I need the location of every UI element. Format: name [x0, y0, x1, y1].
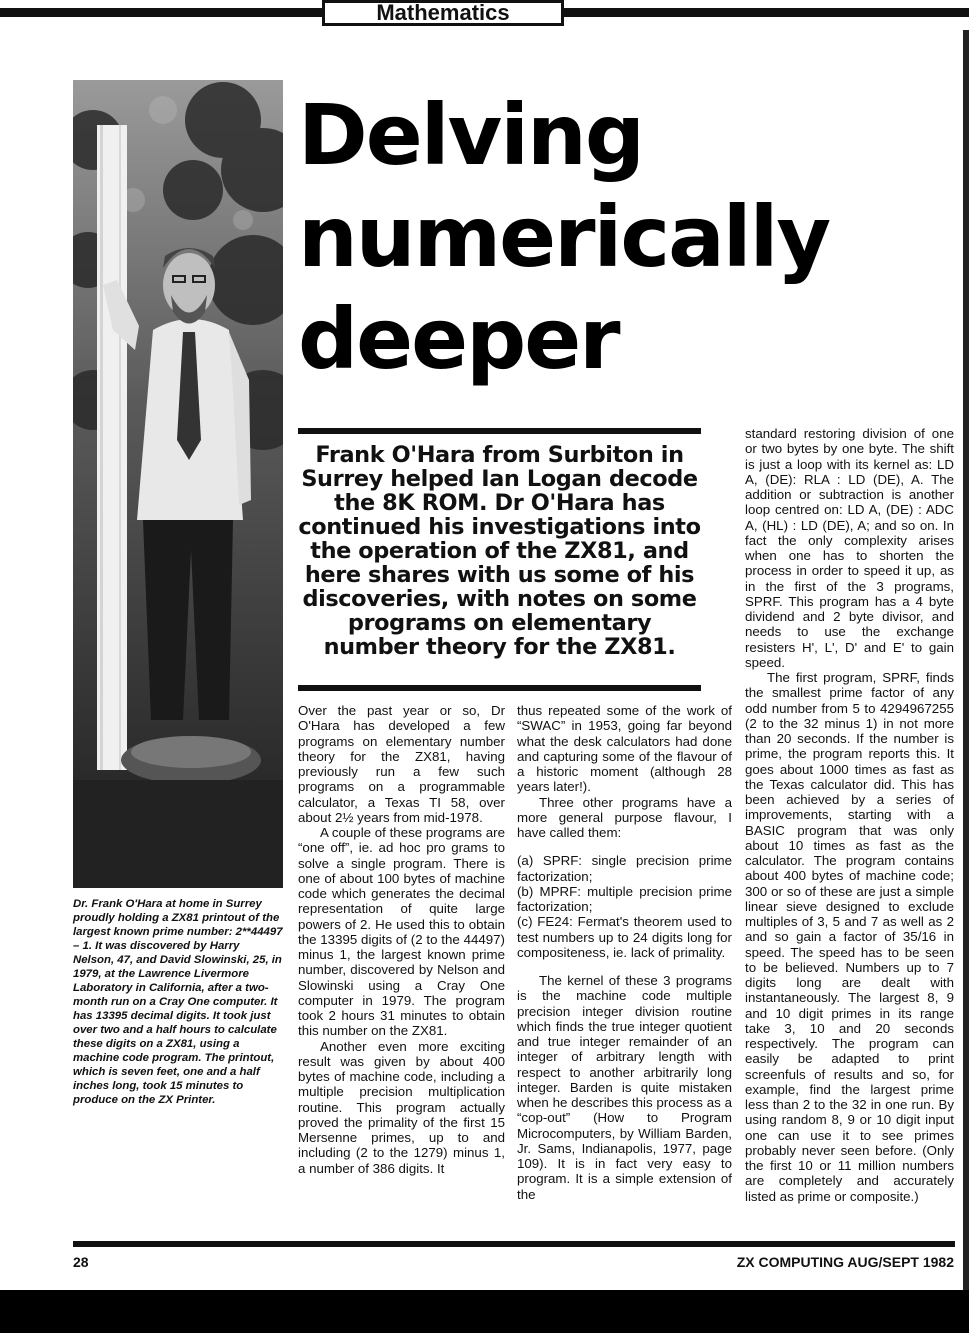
- headline-line-3: deeper: [298, 290, 619, 388]
- paragraph: The first program, SPRF, finds the smallest prime factor of any odd number from 5 to 4294967255 (2 to the 32 minus 1) in not more than 20 seconds. If the number is prime, the program reports this. It goes about 1000 times as fast as the Texas calculator did. This has been achieved by a series of improvements, starting with a BASIC program that was only about 10 times as fast as the calculator. The program contains about 400 bytes of machine code; 300 or so of these are just a simple linear sieve designed to exclude multiples of 3, 5 and 7 as well as 2 and so gain a factor of 35/16 in speed. The speed has to be seen to be believed. Numbers up to 7 digits long are dealt with instantaneously. The largest 8, 9 and 10 digit primes in its range take 3, 10 and 20 seconds respectively. The program can easily be adapted to print screenfuls of results and so, for example, find the largest prime less than 2 to the 32 in one run. By using random 8, 9 or 10 digit input one can use it to see primes probably never seen before. (Only the first 10 or 11 million numbers are completely and accurately listed as prime or composite.): [745, 670, 954, 1204]
- section-header: [0, 0, 882, 26]
- headline-line-1: Delving: [298, 86, 643, 184]
- list-item: (b) MPRF: multiple precision prime factorization;: [517, 883, 732, 914]
- body-column-3: [745, 426, 954, 1204]
- paragraph: The kernel of these 3 programs is the machine code multiple precision integer division routine which finds the true integer quotient and true integer remainder of an integer of arbitrary length with respect to another arbitrarily long integer. Barden is quite mistaken when he describes this process as a “cop-out” (How to Program Microcomputers, by William Barden, Jr. Sams, Indianapolis, 1977, page 109). It is in fact very easy to program. It is a simple extension of the: [517, 973, 732, 1202]
- article-photo: [73, 80, 283, 888]
- paragraph: thus repeated some of the work of “SWAC” in 1953, going far beyond what the desk calculators had done and capturing some of the flavour of a historic moment (although 28 years later!).: [517, 703, 732, 795]
- photo-illustration: [73, 80, 283, 888]
- magazine-issue: ZX COMPUTING AUG/SEPT 1982: [736, 1254, 954, 1270]
- scan-edge-right: [963, 30, 969, 1290]
- paragraph: A couple of these programs are “one off”, ie. ad hoc pro grams to solve a single program. There is one of about 100 bytes of machine code which generates the decimal representation of quite large powers of 2. He used this to obtain the 13395 digits of (2 to the 44497) minus 1, the largest known prime number, discovered by Nelson and Slowinski using a Cray One computer in 1979. The program took 2 hours 31 minutes to obtain this number on the ZX81.: [298, 825, 505, 1039]
- standfirst-rule-bottom: [298, 685, 701, 691]
- list-item: (c) FE24: Fermat's theorem used to test numbers up to 24 digits long for compositeness, ie. lack of primality.: [517, 914, 732, 960]
- photo-caption: Dr. Frank O'Hara at home in Surrey proudly holding a ZX81 printout of the largest known prime number: 2**44497 – 1. It was discovered by Harry Nelson, 47, and David Slowinski, 25, in 1979, at the Lawrence Livermore Laboratory in California, after a two-month run on a Cray One computer. It has 13395 decimal digits. It took just over two and a half hours to calculate these digits on a ZX81, using a machine code program. The printout, which is seven feet, one and a half inches long, took 15 minutes to produce on the ZX Printer.: [73, 898, 283, 1106]
- scan-edge-bottom: [0, 1290, 969, 1333]
- footer-rule: [73, 1241, 955, 1247]
- body-column-1: [298, 703, 505, 1176]
- section-rule-right: [564, 8, 969, 17]
- paragraph: Another even more exciting result was given by about 400 bytes of machine code, including a multiple precision multiplication routine. This program actually proved the primality of the first 15 Mersenne primes, up to and including (2 to the 1279) minus 1, a number of 386 digits. It: [298, 1038, 505, 1176]
- body-column-2: [517, 703, 732, 1202]
- section-label: Mathematics: [322, 0, 564, 26]
- headline-line-2: numerically: [298, 188, 830, 286]
- paragraph: standard restoring division of one or two bytes by one byte. The shift is just a loop with its kernel as: LD A, (DE): RLA : LD (DE), A. The addition or subtraction is another loop centred on: LD A, (DE) : ADC A, (HL) : LD (DE), A; and so on. In fact the only complexity arises when one has to shorten the process in order to speed it up, as in the first of the 3 programs, SPRF. This program has a 4 byte dividend and 2 byte divisor, and needs to use the exchange resisters H', L', D' and E' to gain speed.: [745, 426, 954, 670]
- list-item: (a) SPRF: single precision prime factorization;: [517, 853, 732, 884]
- paragraph: Three other programs have a more general purpose flavour, I have called them:: [517, 794, 732, 840]
- standfirst-rule-top: [298, 428, 701, 434]
- page-number: 28: [73, 1254, 89, 1270]
- standfirst: Frank O'Hara from Surbiton in Surrey helped Ian Logan decode the 8K ROM. Dr O'Hara has continued his investigations into the operation of the ZX81, and here shares with us some of his discoveries, with notes on some programs on elementary number theory for the ZX81.: [298, 442, 701, 660]
- paragraph: Over the past year or so, Dr O'Hara has developed a few programs on elementary number theory for the ZX81, having previously run a few such programs on a programmable calculator, a Texas TI 58, over about 2½ years from mid-1978.: [298, 703, 505, 825]
- section-rule-left: [0, 8, 322, 17]
- headline: [298, 84, 958, 390]
